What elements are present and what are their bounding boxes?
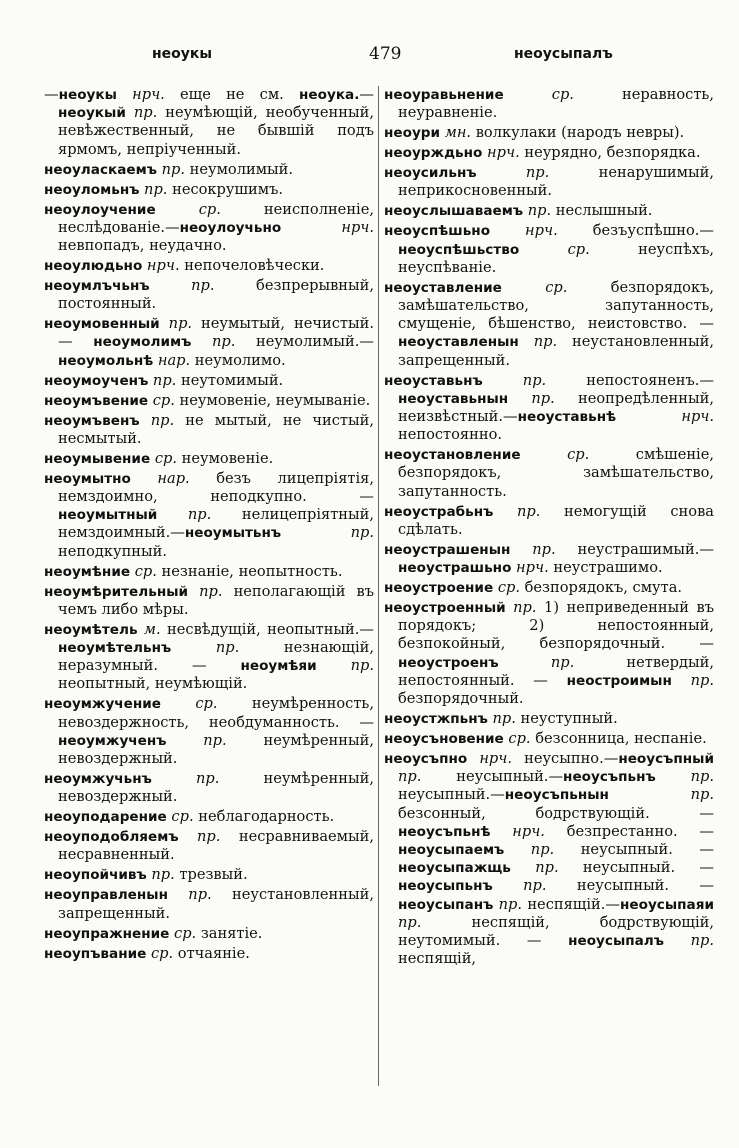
definition: безсонный, бодрствующій. — xyxy=(398,804,714,822)
headword: неоурждьно xyxy=(384,145,483,162)
part-of-speech: мн. xyxy=(440,124,472,142)
headword: неоумывение xyxy=(44,450,151,467)
dictionary-entry xyxy=(44,470,374,561)
part-of-speech: пр. xyxy=(476,164,550,182)
part-of-speech: пр. xyxy=(398,913,422,931)
part-of-speech: пр. xyxy=(281,524,374,542)
definition: неблагодарность. xyxy=(193,808,335,826)
dictionary-entry xyxy=(44,315,374,370)
definition: неспящій, xyxy=(398,950,477,968)
headword: неоумѣяи xyxy=(240,658,317,675)
part-of-speech: пр. xyxy=(505,599,537,617)
definition: неустрашимый.— xyxy=(555,540,714,558)
headword: неоустжпьнъ xyxy=(384,711,488,728)
dictionary-entry xyxy=(44,201,374,256)
headword: неоусыпаемъ xyxy=(398,842,505,859)
definition: 1) неприведенный въ порядокъ; 2) непостоянный, безпокойный, безпорядочный. — xyxy=(398,599,714,653)
headword: неоупражнение xyxy=(44,925,170,942)
headword: неоумытьнъ xyxy=(184,525,282,542)
part-of-speech: пр. xyxy=(171,639,240,657)
part-of-speech: пр. xyxy=(159,315,193,333)
headword: неоумоученъ xyxy=(44,372,149,389)
definition: непостояненъ.— xyxy=(546,371,714,389)
part-of-speech: пр. xyxy=(498,653,575,671)
dictionary-entry xyxy=(384,579,714,597)
dictionary-entry xyxy=(384,164,714,200)
definition: неспящій, бодрствующій, неутомимый. — xyxy=(398,913,714,950)
dictionary-entry xyxy=(44,621,374,694)
part-of-speech: пр. xyxy=(492,877,547,895)
headword: неоусъпьнъ xyxy=(563,769,656,786)
headword: неоуслышаваемъ xyxy=(384,203,524,220)
headword: неоумѣтельнъ xyxy=(58,640,172,657)
dictionary-entry xyxy=(44,695,374,768)
definition: безпорядочный. xyxy=(398,690,524,708)
headword: неоустроенъ xyxy=(398,654,499,671)
dictionary-entry xyxy=(384,279,714,370)
headword: неоусыпьнъ xyxy=(398,878,493,895)
part-of-speech: пр. xyxy=(166,731,227,749)
headword: неоусъпьнѣ xyxy=(398,823,491,840)
headword: неоуравьнение xyxy=(384,87,504,103)
headword: неоуласкаемъ xyxy=(44,161,157,178)
headword: неоукы xyxy=(58,87,117,103)
left-column xyxy=(44,86,374,965)
definition: незнаніе, неопытность. xyxy=(156,562,343,580)
dictionary-entry xyxy=(44,450,374,468)
headword: неоумытный xyxy=(58,507,158,524)
headword: неоури xyxy=(384,125,441,142)
part-of-speech: пр. xyxy=(139,180,168,198)
definition: несравниваемый, несравненный. xyxy=(58,828,374,864)
part-of-speech: пр. xyxy=(510,859,559,877)
definition: безъ лицепріятія, немздоимно, неподкупно. — xyxy=(58,469,375,506)
part-of-speech: ср. xyxy=(493,579,520,597)
part-of-speech: пр. xyxy=(510,540,556,558)
headword: неоумѣрительный xyxy=(44,583,189,600)
definition: неуступный. xyxy=(515,710,618,728)
definition: неумолимо. xyxy=(190,351,286,369)
column-divider xyxy=(378,86,379,1086)
definition: неумытый, нечистый. — xyxy=(58,315,374,351)
definition: неумѣющій, необученный, невѣжественный, не бывшій подъ ярмомъ, непріученный. xyxy=(58,104,374,158)
headword: неоупойчивъ xyxy=(44,867,147,884)
part-of-speech: пр. xyxy=(151,770,220,788)
definition: немогущій снова сдѣлать. xyxy=(398,502,714,538)
headword: неоумжучение xyxy=(44,696,162,713)
headword: неоука. xyxy=(299,87,360,103)
dictionary-entry xyxy=(384,372,714,445)
part-of-speech: ср. xyxy=(155,200,221,218)
dictionary-entry xyxy=(44,563,374,581)
headword: неоумолимъ xyxy=(93,334,192,351)
headword: неоулоучьно xyxy=(179,219,282,236)
part-of-speech: нар. xyxy=(153,351,191,369)
definition: безпрестанно. — xyxy=(544,822,714,840)
part-of-speech: нрч. xyxy=(142,257,180,275)
dictionary-entry xyxy=(44,925,374,943)
definition: непочеловѣчески. xyxy=(179,257,325,275)
part-of-speech: пр. xyxy=(167,886,212,904)
part-of-speech: пр. xyxy=(504,841,555,859)
headword: неоумлъчьнъ xyxy=(44,278,150,295)
definition: неравность, неуравненіе. xyxy=(398,86,715,122)
part-of-speech: ср. xyxy=(146,944,174,962)
definition: непостоянно. xyxy=(398,426,502,444)
dictionary-entry xyxy=(44,583,374,619)
part-of-speech: ср. xyxy=(161,695,218,713)
part-of-speech: ср. xyxy=(130,562,157,580)
part-of-speech: ср. xyxy=(503,730,531,748)
right-column xyxy=(384,86,714,970)
headword: неоусильнъ xyxy=(384,165,477,182)
definition: неумѣренный, невоздержный. xyxy=(58,770,374,806)
headword: неоумовенный xyxy=(44,316,160,333)
part-of-speech: пр. xyxy=(493,895,523,913)
part-of-speech: пр. xyxy=(178,828,221,846)
headword: неоумѣтель xyxy=(44,621,138,638)
definition: несвѣдущій, неопытный.— xyxy=(160,620,374,638)
part-of-speech: ср. xyxy=(503,86,574,103)
dictionary-entry xyxy=(44,412,374,448)
headword: неоустроение xyxy=(384,580,494,597)
definition: неумѣренность, невоздержность, необдуманность. — xyxy=(58,695,375,731)
part-of-speech: пр. xyxy=(487,710,516,728)
dictionary-entry xyxy=(44,828,374,864)
dictionary-entry xyxy=(384,599,714,708)
dictionary-entry xyxy=(384,202,714,220)
definition: неусыпный.— xyxy=(421,768,564,786)
part-of-speech: нрч. xyxy=(116,86,165,103)
definition: неусыпный.— xyxy=(398,786,505,804)
part-of-speech: пр. xyxy=(157,506,212,524)
definition: неусыпный. — xyxy=(554,841,714,859)
dictionary-entry xyxy=(44,161,374,179)
headword: неоумъвение xyxy=(44,392,149,409)
headword: неоумытно xyxy=(44,470,131,487)
definition: несокрушимъ. xyxy=(167,180,284,198)
part-of-speech: ср. xyxy=(166,808,194,826)
part-of-speech: нрч. xyxy=(616,408,714,426)
definition: неумѣренный, невоздержный. xyxy=(58,731,374,768)
definition: невпопадъ, неудачно. xyxy=(58,237,227,255)
part-of-speech: пр. xyxy=(316,657,374,675)
dictionary-entry xyxy=(44,945,374,963)
definition: неподкупный. xyxy=(58,542,168,560)
headword: неоусъновение xyxy=(384,731,504,748)
part-of-speech: пр. xyxy=(518,333,558,351)
dictionary-entry xyxy=(44,886,374,922)
page-number: 479 xyxy=(369,44,402,64)
part-of-speech: пр. xyxy=(663,932,714,950)
part-of-speech: нрч. xyxy=(490,222,558,240)
headword: неоуспѣшьство xyxy=(398,241,520,258)
headword: неоумѣние xyxy=(44,563,131,580)
part-of-speech: пр. xyxy=(156,160,185,178)
definition: неурядно, безпорядка. xyxy=(519,144,701,162)
definition: занятіе. xyxy=(196,924,263,942)
part-of-speech: ср. xyxy=(501,278,568,296)
definition: неутомимый. xyxy=(176,371,284,389)
definition: безпорядокъ, замѣшательство, запутанность, смущеніе, бѣшенство, неистовство. — xyxy=(398,278,715,333)
dictionary-entry xyxy=(44,86,374,159)
headword: неоусъпный xyxy=(618,751,714,768)
headword: неоуставьнѣ xyxy=(517,409,617,426)
part-of-speech: м. xyxy=(137,620,161,638)
dictionary-entry xyxy=(44,392,374,410)
definition: неумовеніе, неумываніе. xyxy=(174,391,371,409)
part-of-speech: пр. xyxy=(148,371,177,389)
part-of-speech: ср. xyxy=(150,449,177,467)
headword: неоуправленын xyxy=(44,887,168,904)
dictionary-entry xyxy=(384,124,714,142)
definition: безсонница, неспаніе. xyxy=(530,730,707,748)
dictionary-entry xyxy=(384,710,714,728)
part-of-speech: пр. xyxy=(191,333,236,351)
part-of-speech: пр. xyxy=(188,582,223,600)
definition: смѣшеніе, безпорядокъ, замѣшательство, запутанность. xyxy=(398,446,714,500)
headword: неоусыпалъ xyxy=(568,933,664,950)
part-of-speech: пр. xyxy=(398,768,422,786)
definition: неспящій.— xyxy=(522,895,620,913)
definition: неопытный, неумѣющій. xyxy=(58,675,248,693)
definition: неумолимый. xyxy=(184,160,294,178)
part-of-speech: пр. xyxy=(655,768,714,786)
part-of-speech: нрч. xyxy=(281,218,374,236)
definition: неустрашимо. xyxy=(548,559,663,577)
definition: неопредѣленный, неизвѣстный.— xyxy=(398,389,714,426)
part-of-speech: нрч. xyxy=(467,750,512,768)
headword: неоуподобляемъ xyxy=(44,829,179,846)
part-of-speech: ср. xyxy=(169,924,197,942)
headword: неоумжучьнъ xyxy=(44,771,152,788)
part-of-speech: пр. xyxy=(139,411,175,429)
definition: безъуспѣшно.— xyxy=(557,222,714,240)
definition: неусыпно.— xyxy=(512,750,619,768)
headword: неоуставьнын xyxy=(398,390,509,407)
definition: отчаяніе. xyxy=(173,944,250,962)
headword: неоуставленын xyxy=(398,334,519,351)
definition: не мытый, не чистый, несмытый. xyxy=(58,411,374,447)
headword: неоуподарение xyxy=(44,809,167,826)
definition: неумовеніе. xyxy=(176,449,274,467)
definition: неисполненіе, неслѣдованіе.— xyxy=(58,200,374,236)
dictionary-entry xyxy=(384,446,714,501)
headword: неоусыпажщь xyxy=(398,860,511,877)
definition: — xyxy=(44,86,59,103)
dictionary-entry xyxy=(384,86,714,122)
part-of-speech: пр. xyxy=(508,389,555,407)
dictionary-entry xyxy=(44,808,374,826)
headword: неоумъвенъ xyxy=(44,412,140,429)
definition: неусыпный. — xyxy=(558,859,714,877)
definition: волкулаки (народъ невры). xyxy=(471,124,685,142)
part-of-speech: пр. xyxy=(671,671,714,689)
dictionary-entry xyxy=(44,277,374,313)
part-of-speech: нрч. xyxy=(490,822,545,840)
headword: неоумольнѣ xyxy=(58,352,154,369)
part-of-speech: пр. xyxy=(125,104,158,122)
definition: неустановленный, запрещенный. xyxy=(398,333,714,369)
dictionary-entry xyxy=(384,541,714,577)
headword: неоусыпанъ xyxy=(398,896,494,913)
dictionary-entry xyxy=(384,222,714,277)
part-of-speech: нрч. xyxy=(511,559,549,577)
running-head-left: неоукы xyxy=(152,46,213,62)
headword: неоусъпно xyxy=(384,751,468,768)
headword: неоупъвание xyxy=(44,945,147,962)
headword: неоустрашенын xyxy=(384,541,511,558)
headword: неоусыпаяи xyxy=(620,896,714,913)
part-of-speech: нар. xyxy=(130,469,190,487)
dictionary-entry xyxy=(384,750,714,968)
part-of-speech: пр. xyxy=(608,786,714,804)
definition: нетвердый, непостоянный. — xyxy=(398,653,714,689)
definition: безпорядокъ, смута. xyxy=(519,579,683,597)
definition: еще не см. xyxy=(164,86,300,103)
headword: неоумжученъ xyxy=(58,732,167,749)
definition: неустановленный, запрещенный. xyxy=(58,886,374,922)
dictionary-entry xyxy=(44,866,374,884)
headword: неоулоучение xyxy=(44,201,156,218)
part-of-speech: ср. xyxy=(519,240,590,258)
headword: неостроимын xyxy=(566,672,672,689)
headword: неоуставьнъ xyxy=(384,372,483,389)
headword: неоустрабьнъ xyxy=(384,503,494,520)
dictionary-entry xyxy=(44,372,374,390)
definition: трезвый. xyxy=(174,866,248,884)
dictionary-entry xyxy=(44,770,374,806)
dictionary-entry xyxy=(384,730,714,748)
dictionary-entry xyxy=(44,181,374,199)
headword: неоустановление xyxy=(384,447,521,464)
part-of-speech: пр. xyxy=(493,502,541,520)
headword: неоусъпьнын xyxy=(504,787,609,804)
definition: безпрерывный, постоянный. xyxy=(58,277,374,313)
definition: незнающій, неразумный. — xyxy=(58,639,374,675)
part-of-speech: пр. xyxy=(146,866,175,884)
definition: неуспѣхъ, неуспѣваніе. xyxy=(398,240,714,276)
definition: нелицепріятный, немздоимный.— xyxy=(58,506,374,542)
dictionary-entry xyxy=(384,144,714,162)
headword: неоуставление xyxy=(384,279,502,296)
part-of-speech: пр. xyxy=(523,202,552,220)
headword: неоустроенный xyxy=(384,600,506,617)
definition: — xyxy=(359,86,374,103)
part-of-speech: пр. xyxy=(149,277,215,295)
definition: неумолимый.— xyxy=(235,333,374,351)
part-of-speech: пр. xyxy=(482,371,547,389)
part-of-speech: нрч. xyxy=(482,144,520,162)
headword: неоулюдьно xyxy=(44,258,143,275)
definition: неполагающій въ чемъ либо мѣры. xyxy=(58,582,374,618)
part-of-speech: ср. xyxy=(520,446,590,464)
definition: неслышный. xyxy=(551,202,653,220)
definition: неусыпный. — xyxy=(546,877,714,895)
running-head-right: неоусыпалъ xyxy=(514,46,613,62)
dictionary-entry xyxy=(44,257,374,275)
definition: ненарушимый, неприкосновенный. xyxy=(398,164,714,200)
headword: неоуломьнъ xyxy=(44,181,140,198)
headword: неоустрашьно xyxy=(398,560,512,577)
headword: неоуспѣшьно xyxy=(384,223,491,240)
dictionary-entry xyxy=(384,503,714,539)
headword: неоукый xyxy=(58,105,126,122)
part-of-speech: ср. xyxy=(148,391,175,409)
page-header xyxy=(44,40,711,70)
